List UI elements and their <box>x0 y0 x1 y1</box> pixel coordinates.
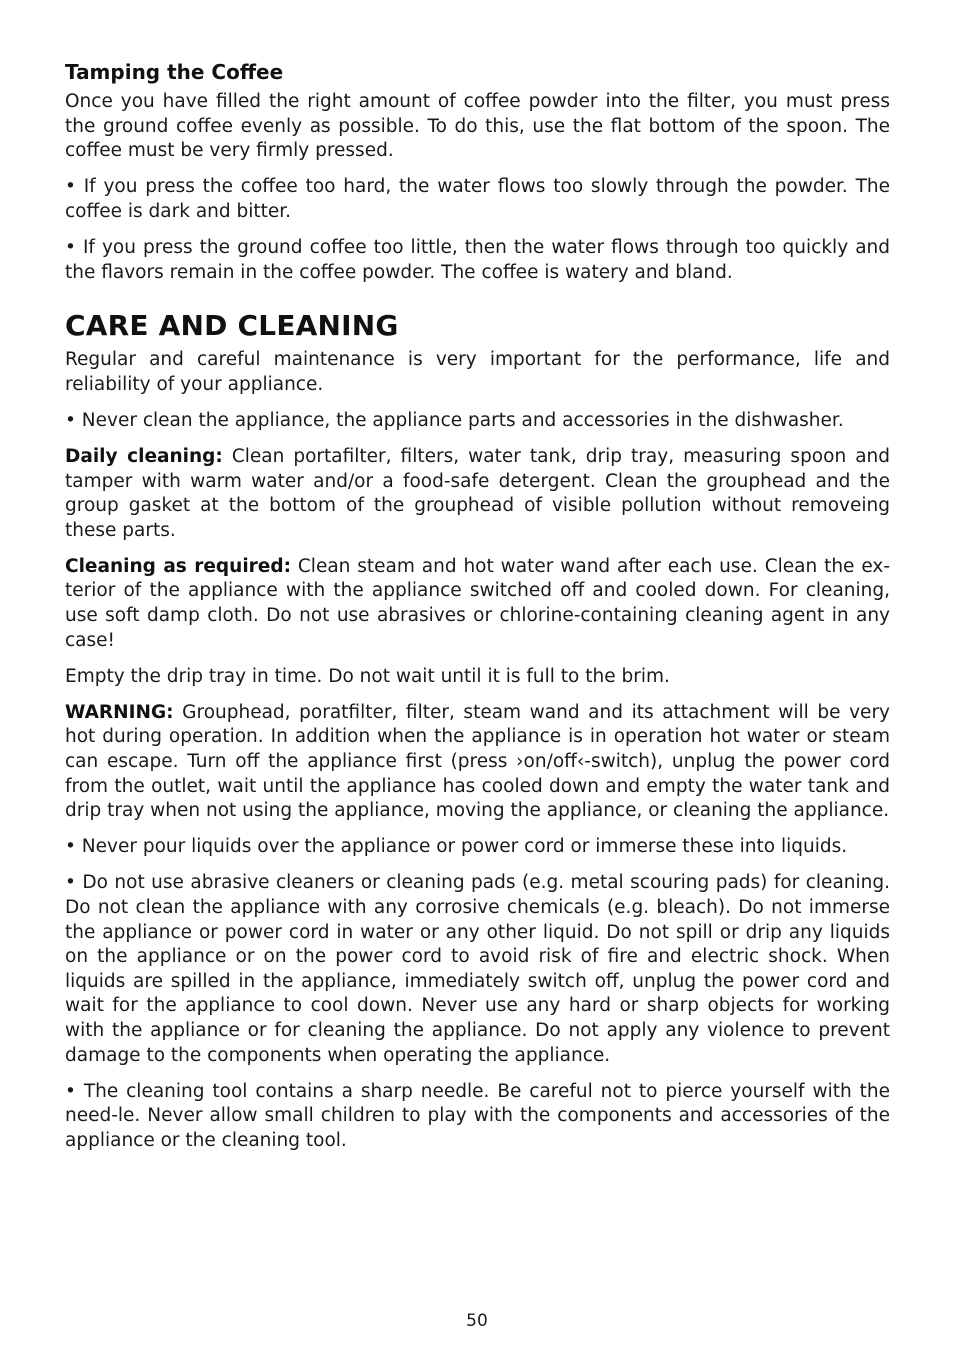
page-number: 50 <box>466 1311 488 1331</box>
section-heading-care-cleaning: CARE AND CLEANING <box>65 309 399 343</box>
cleaning-required-text: Clean steam and hot water wand after each use. Clean the ex-terior of the appliance with the appliance switched off and cooled down. For cleaning, use soft damp cloth. Do not use abrasives or chlorine-containing cleaning agent in any case! <box>65 555 890 651</box>
paragraph-drip-tray: Empty the drip tray in time. Do not wait until it is full to the brim. <box>65 665 670 687</box>
paragraph-maintenance-intro: Regular and careful maintenance is very important for the performance, life and reliability of your appliance. <box>65 349 890 395</box>
daily-cleaning-label: Daily cleaning: <box>65 445 223 467</box>
bullet-no-abrasives: • Do not use abrasive cleaners or cleaning pads (e.g. metal scouring pads) for cleaning. Do not clean the appliance with any corrosive chemicals (e.g. bleach). Do not immerse the appliance or power cord in water or any other liquid. Do not spill or drip any liquids on the appliance or on the power cord to avoid risk of fire and electric shock. When liquids are spilled in the appliance, immediately switch off, unplug the power cord and wait for the appliance to cool down. Never use any hard or sharp objects for working with the appliance or for cleaning the appliance. Do not apply any violence to prevent damage to the components when operating the appliance. <box>65 872 890 1066</box>
bullet-dishwasher: • Never clean the appliance, the appliance parts and accessories in the dishwasher. <box>65 409 844 431</box>
paragraph-cleaning-as-required <box>65 555 890 653</box>
warning-label: WARNING: <box>65 701 174 723</box>
daily-cleaning-text: Clean portafilter, filters, water tank, drip tray, measuring spoon and tamper with warm water and/or a food-safe detergent. Clean the grouphead and the group gasket at the bottom of the grouphead of visible pollution without removeing these parts. <box>65 445 890 541</box>
document-page <box>65 58 890 1165</box>
bullet-press-too-hard: • If you press the coffee too hard, the water flows too slowly through the powder. The coffee is dark and bitter. <box>65 176 890 222</box>
bullet-press-too-little: • If you press the ground coffee too little, then the water flows through too quickly and the flavors remain in the coffee powder. The coffee is watery and bland. <box>65 236 890 283</box>
bullet-sharp-needle: • The cleaning tool contains a sharp needle. Be careful not to pierce yourself with the need-le. Never allow small children to play with the components and accessories of the appliance or the cleaning tool. <box>65 1080 890 1151</box>
bullet-no-liquids: • Never pour liquids over the appliance or power cord or immerse these into liquids. <box>65 836 848 858</box>
paragraph-daily-cleaning <box>65 445 890 543</box>
warning-text: Grouphead, poratfilter, filter, steam wand and its attachment will be very hot during operation. In addition when the appliance is in operation hot water or steam can escape. Turn off the appliance first (press ›on/off‹-switch), unplug the power cord from the outlet, wait until the appliance has cooled down and empty the water tank and drip tray when not using the appliance, moving the appliance, or cleaning the appliance. <box>65 701 890 822</box>
cleaning-required-label: Cleaning as required: <box>65 555 291 577</box>
paragraph-warning <box>65 701 890 824</box>
paragraph-tamping-intro: Once you have filled the right amount of coffee powder into the filter, you must press the ground coffee evenly as possible. To do this, use the flat bottom of the spoon. The coffee must be very firmly pressed. <box>65 91 890 162</box>
section-heading-tamping: Tamping the Coffee <box>65 60 284 84</box>
